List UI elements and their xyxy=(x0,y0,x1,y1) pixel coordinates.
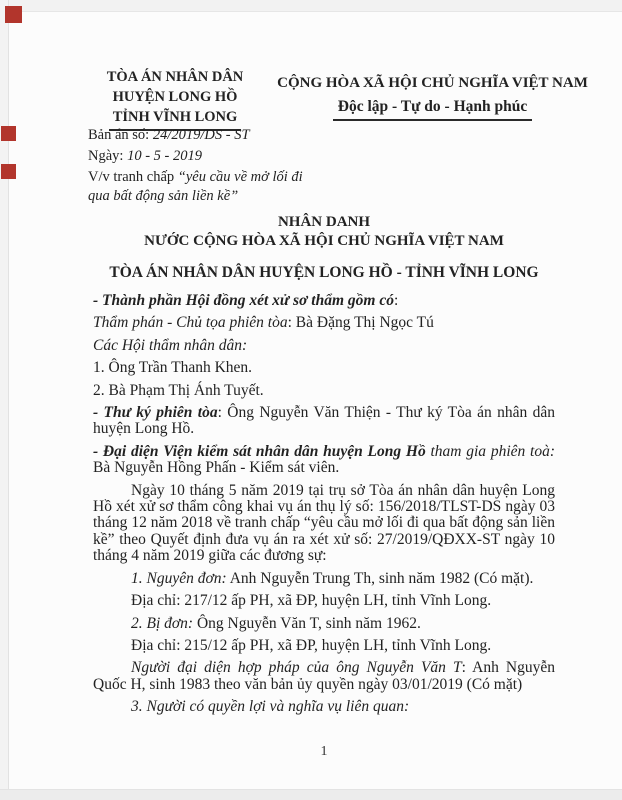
national-motto-line xyxy=(275,93,590,121)
procurator-name: Bà Nguyễn Hồng Phấn - Kiểm sát viên. xyxy=(93,459,340,477)
plaintiff-label: 1. Nguyên đơn: xyxy=(131,569,227,587)
defendant-name: Ông Nguyễn Văn T, sinh năm 1962. xyxy=(193,614,421,632)
scan-edge-bottom xyxy=(0,789,622,800)
redaction-marker-left-2 xyxy=(1,164,16,179)
case-info-block xyxy=(88,125,313,205)
court-name-block xyxy=(80,67,270,131)
national-header-block xyxy=(275,73,590,121)
juror-item-1: 1. Ông Trần Thanh Khen. xyxy=(93,359,253,377)
case-date-line xyxy=(88,146,313,167)
national-motto: Độc lập - Tự do - Hạnh phúc xyxy=(333,97,532,121)
in-the-name-title xyxy=(93,213,555,250)
panel-heading-colon: : xyxy=(393,292,399,309)
court-name-line2: HUYỆN LONG HỒ xyxy=(112,89,238,105)
court-name-line1: TÒA ÁN NHÂN DÂN xyxy=(106,69,244,85)
jurors-heading xyxy=(93,338,555,354)
court-title-line: TÒA ÁN NHÂN DÂN HUYỆN LONG HỒ - TỈNH VĨNH LONG xyxy=(109,264,539,281)
jurors-heading-text: Các Hội thẩm nhân dân: xyxy=(93,336,248,354)
redaction-marker-top-left xyxy=(5,6,22,23)
procurator-label-2: tham gia phiên toà: xyxy=(430,442,555,460)
clerk-label: - Thư ký phiên tòa xyxy=(93,404,218,422)
hearing-intro-paragraph: Ngày 10 tháng 5 năm 2019 tại trụ sở Tòa án nhân dân huyện Long Hồ xét xử sơ thẩm công khai vụ án thụ lý số: 156/2018/TLST-DS ngày 03 tháng 12 năm 2018 về tranh chấp “yêu cầu mở lối đi qua bất động sản liền kề” theo Quyết định đưa vụ án ra xét xử số: 27/2019/QĐXX-ST ngày 10 tháng 4 năm 2019 giữa các đương sự: xyxy=(93,481,555,565)
case-number-value: 24/2019/DS - ST xyxy=(152,127,250,143)
plaintiff-line xyxy=(93,571,555,587)
title-line1: NHÂN DANH xyxy=(277,214,371,230)
case-subject-label: V/v tranh chấp xyxy=(88,169,178,185)
case-subject-value: “yêu cầu về mở lối đi qua bất động sản liền kề” xyxy=(88,169,303,204)
case-number-line xyxy=(88,125,313,146)
clerk-name: : Ông Nguyễn Văn Thiện - Thư ký Tòa án nhân dân huyện Long Hồ. xyxy=(93,404,555,438)
document-body xyxy=(93,213,555,722)
defendant-line xyxy=(93,616,555,632)
scan-edge-left xyxy=(0,0,9,800)
representative-name: : Anh Nguyễn Quốc H, sinh 1983 theo văn bản ủy quyền ngày 03/01/2019 (Có mặt) xyxy=(93,659,556,693)
defendant-label: 2. Bị đơn: xyxy=(131,614,194,632)
page-number: 1 xyxy=(320,744,328,759)
juror-item-2: 2. Bà Phạm Thị Ánh Tuyết. xyxy=(93,381,264,399)
procurator-label: - Đại diện Viện kiểm sát nhân dân huyện Long Hồ xyxy=(93,442,431,460)
judge-label: Thẩm phán - Chủ tọa phiên tòa xyxy=(93,314,288,332)
title-line2: NƯỚC CỘNG HÒA XÃ HỘI CHỦ NGHĨA VIỆT NAM xyxy=(144,232,504,249)
case-subject-line xyxy=(88,168,313,205)
court-name-underlined: TỈNH VĨNH LONG xyxy=(109,107,242,131)
case-number-label: Bản án số: xyxy=(88,127,153,143)
plaintiff-address: Địa chỉ: 217/12 ấp PH, xã ĐP, huyện LH, tỉnh Vĩnh Long. xyxy=(131,592,492,610)
clerk-line xyxy=(93,405,555,438)
panel-heading-label: - Thành phần Hội đồng xét xử sơ thẩm gồm có xyxy=(93,292,394,309)
panel-heading xyxy=(93,293,555,309)
judge-name: : Bà Đặng Thị Ngọc Tú xyxy=(287,314,434,332)
representative-label: Người đại diện hợp pháp của ông Nguyễn Văn T xyxy=(131,659,462,677)
national-title: CỘNG HÒA XÃ HỘI CHỦ NGHĨA VIỆT NAM xyxy=(277,75,588,91)
defendant-address: Địa chỉ: 215/12 ấp PH, xã ĐP, huyện LH, tỉnh Vĩnh Long. xyxy=(131,636,492,654)
plaintiff-name: Anh Nguyễn Trung Th, sinh năm 1982 (Có mặt). xyxy=(226,569,534,587)
representative-line xyxy=(93,660,555,693)
redaction-marker-left-1 xyxy=(1,126,16,141)
case-date-value: 10 - 5 - 2019 xyxy=(127,148,202,164)
procurator-line xyxy=(93,444,555,477)
scan-edge-top xyxy=(0,0,622,12)
related-parties-heading xyxy=(93,699,555,715)
case-date-label: Ngày: xyxy=(88,148,128,164)
judge-line xyxy=(93,315,555,331)
related-parties-text: 3. Người có quyền lợi và nghĩa vụ liên quan: xyxy=(131,698,410,716)
